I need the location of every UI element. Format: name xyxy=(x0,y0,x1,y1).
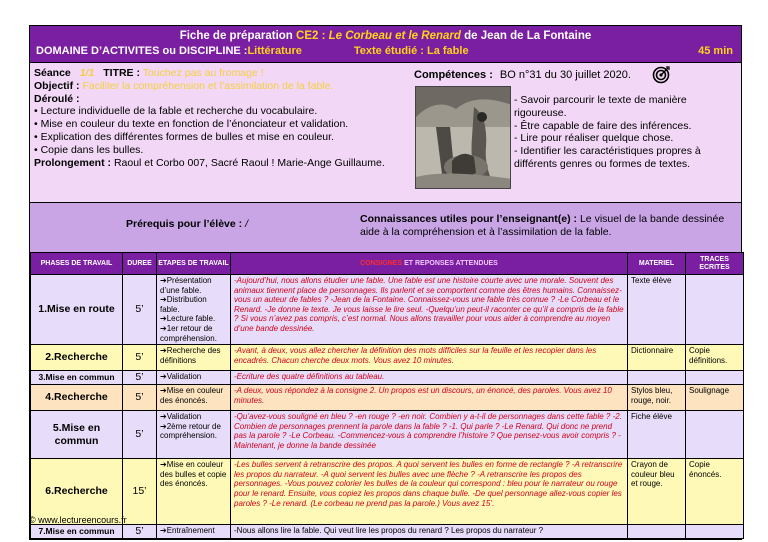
consigne-cell: -Les bulles servent à retranscrire des propos. A quoi servent les bulles en forme de rectangle ? -A retranscrire les propos du narrateur. -A quoi servent les bulles avec une flèche ? -A retranscrire les propos des personnages. -Vous pouvez colorier les bulles de la couleur qui correspond : bleu pour le narrateur ou rouge pour le renard. Ensuite, vous copiez les propos dans chaque bulle. -De quel personnage allez-vous copier les paroles ? -Le renard. (Le corbeau ne prend pas la parole.) Vous avez 15’. xyxy=(231,459,628,525)
table-row xyxy=(31,525,744,539)
table-row xyxy=(31,385,744,411)
deroule-item: • Mise en couleur du texte en fonction de l’énonciateur et validation. xyxy=(34,118,349,131)
trace-cell xyxy=(686,275,744,345)
seance-line xyxy=(34,67,434,80)
domain-value: Littérature xyxy=(247,45,302,57)
header-etapes: ETAPES DE TRAVAIL xyxy=(157,253,231,275)
trace-cell xyxy=(686,371,744,385)
prerequis-label: Prérequis pour l’élève : xyxy=(126,218,243,230)
phase-cell: 7.Mise en commun xyxy=(31,525,123,539)
consigne-cell: -A deux, vous répondez à la consigne 2. Un propos est un discours, un énoncé, des paroles. Vous avez 10 minutes. xyxy=(231,385,628,411)
info-panel xyxy=(30,62,741,202)
target-icon xyxy=(652,66,670,84)
titre-value: Touchez pas au fromage ! xyxy=(142,67,264,79)
duration-label: 45 min xyxy=(698,45,733,57)
text-studied: Texte étudié : La fable xyxy=(353,45,469,57)
trace-cell: Copie définitions. xyxy=(686,345,744,371)
competences-list xyxy=(514,94,734,171)
etape-cell: ➔Recherche des définitions xyxy=(157,345,231,371)
consigne-cell: -Qu’avez-vous souligné en bleu ? -en rouge ? -en noir. Combien y a-t-il de personnages dans cette fable ? -2. Combien de personnages prennent la parole dans la fable ? -1. Qui parle ? -Le Renard. Qui donc ne prend pas la parole ? -Le Corbeau. -Commencez-vous à comprendre l’histoire ? Que pensez-vous avoir compris ? -Maintenant, je donne la bande dessinée xyxy=(231,411,628,459)
duree-cell: 5’ xyxy=(123,275,157,345)
prerequisites-panel xyxy=(30,202,741,252)
etape-cell: ➔Validation ➔2ème retour de compréhension. xyxy=(157,411,231,459)
header-consignes-red: CONSIGNES xyxy=(360,259,403,267)
table-row xyxy=(31,345,744,371)
connaissances-value: Le visuel de la bande dessinée aide à la compréhension et à l’assimilation de la fable. xyxy=(360,213,725,238)
etape-cell: ➔Entraînement xyxy=(157,525,231,539)
title-author: de Jean de La Fontaine xyxy=(460,30,592,42)
competence-item: - Lire pour réaliser quelque chose. xyxy=(514,132,674,145)
etape-cell: ➔Mise en couleur des bulles et copie des énoncés. xyxy=(157,459,231,525)
objectif-line xyxy=(34,80,434,93)
deroule-item: • Explication des différentes formes de bulles et mise en couleur. xyxy=(34,130,334,143)
duree-cell: 5’ xyxy=(123,345,157,371)
materiel-cell: Stylos bleu, rouge, noir. xyxy=(628,385,686,411)
materiel-cell: Texte élève xyxy=(628,275,686,345)
trace-cell: Copie énoncés. xyxy=(686,459,744,525)
trace-cell: Soulignage xyxy=(686,385,744,411)
consigne-cell: -Aujourd’hui, nous allons étudier une fable. Une fable est une histoire courte avec une morale. Souvent des animaux tiennent place de personnages. Ils parlent et se comportent comme des êtres humains. Connaissez-vous un auteur de fables ? -Jean de la Fontaine. Connaissez-vous une fable très connue ? -Le Corbeau et le Renard. -Je donne le texte. Je vous laisse le lire seul. -Quelqu’un peut-il raconter ce qu’il a compris de la fable ? Si vous n’avez pas compris, c’est normal. Nous allons travailler pour vous aider à comprendre au moyen d’une bande dessinée. xyxy=(231,275,628,345)
competence-item: - Identifier les caractéristiques propres à différents genres ou formes de textes. xyxy=(514,145,701,170)
competences-ref: BO n°31 du 30 juillet 2020. xyxy=(499,69,631,81)
phase-cell: 2.Recherche xyxy=(31,345,123,371)
phase-cell: 3.Mise en commun xyxy=(31,371,123,385)
domain-label: DOMAINE D’ACTIVITES ou DISCIPLINE : xyxy=(36,45,248,57)
lesson-sheet xyxy=(29,25,742,540)
objectif-value: Faciliter la compréhension et l’assimilation de la fable. xyxy=(82,79,334,92)
objectif-label: Objectif : xyxy=(34,79,80,92)
domain-line xyxy=(36,44,735,58)
competences-label: Compétences : xyxy=(414,69,493,81)
phase-cell: 5.Mise en commun xyxy=(31,411,123,459)
table-row xyxy=(31,371,744,385)
header-phases: PHASES DE TRAVAIL xyxy=(31,253,123,275)
consigne-cell: -Ecriture des quatre définitions au tableau. xyxy=(231,371,628,385)
header-banner xyxy=(30,26,741,62)
prolongement-value: Raoul et Corbo 007, Sacré Raoul ! Marie-Ange Guillaume. xyxy=(113,156,385,169)
etape-cell: ➔Présentation d’une fable. ➔Distribution fable. ➔Lecture fable. ➔1er retour de compréhension. xyxy=(157,275,231,345)
title-level: CE2 : xyxy=(296,30,329,42)
lesson-info xyxy=(34,67,434,169)
title-prefix: Fiche de préparation xyxy=(179,30,297,42)
materiel-cell: Crayon de couleur bleu et rouge. xyxy=(628,459,686,525)
duree-cell: 15’ xyxy=(123,459,157,525)
connaissances-label: Connaissances utiles pour l’enseignant(e) : xyxy=(360,213,578,225)
materiel-cell: Dictionnaire xyxy=(628,345,686,371)
phase-cell: 1.Mise en route xyxy=(31,275,123,345)
consigne-cell: -Nous allons lire la fable. Qui veut lire les propos du renard ? Les propos du narrateur ? xyxy=(231,525,628,539)
table-row xyxy=(31,411,744,459)
deroule-item: • Copie dans les bulles. xyxy=(34,143,144,156)
table-row xyxy=(31,459,744,525)
prolongement-label: Prolongement : xyxy=(34,156,112,169)
header-materiel: MATERIEL xyxy=(628,253,686,275)
connaissances-line xyxy=(360,213,740,238)
prerequis-line xyxy=(126,218,248,230)
lesson-table xyxy=(30,252,744,539)
deroule-item: • Lecture individuelle de la fable et recherche du vocabulaire. xyxy=(34,105,318,118)
header-duree: DUREE xyxy=(123,253,157,275)
prerequis-value: / xyxy=(245,218,248,230)
duree-cell: 5’ xyxy=(123,411,157,459)
duree-cell: 5’ xyxy=(123,371,157,385)
etape-cell: ➔Mise en couleur des énoncés. xyxy=(157,385,231,411)
sheet-title xyxy=(36,29,735,44)
materiel-cell: Fiche élève xyxy=(628,411,686,459)
competence-item: - Être capable de faire des inférences. xyxy=(514,119,692,132)
seance-value: 1/1 xyxy=(79,67,95,79)
title-work: Le Corbeau et le Renard xyxy=(328,30,461,42)
deroule-label: Déroulé : xyxy=(34,92,80,105)
header-traces: TRACES ECRITES xyxy=(686,253,744,275)
header-consignes-rest: ET REPONSES ATTENDUES xyxy=(402,259,498,267)
materiel-cell xyxy=(628,371,686,385)
table-row xyxy=(31,275,744,345)
phase-cell: 4.Recherche xyxy=(31,385,123,411)
duree-cell: 5’ xyxy=(123,525,157,539)
competences-line xyxy=(414,69,631,82)
materiel-cell xyxy=(628,525,686,539)
phase-cell: 6.Recherche xyxy=(31,459,123,525)
etape-cell: ➔Validation xyxy=(157,371,231,385)
prolongement-line xyxy=(34,157,434,170)
fable-illustration xyxy=(415,86,511,189)
footer-copyright: © www.lectureencours.fr xyxy=(29,515,127,525)
seance-label: Séance xyxy=(34,67,71,79)
trace-cell xyxy=(686,411,744,459)
titre-label: TITRE : xyxy=(103,67,140,79)
trace-cell xyxy=(686,525,744,539)
competence-item: - Savoir parcourir le texte de manière rigoureuse. xyxy=(514,94,687,119)
header-consignes xyxy=(231,253,628,275)
consigne-cell: -Avant, à deux, vous allez chercher la définition des mots difficiles sur la feuille et les recopier dans les encadrés. Chacun cherche deux mots. Vous avez 10 minutes. xyxy=(231,345,628,371)
duree-cell: 5’ xyxy=(123,385,157,411)
